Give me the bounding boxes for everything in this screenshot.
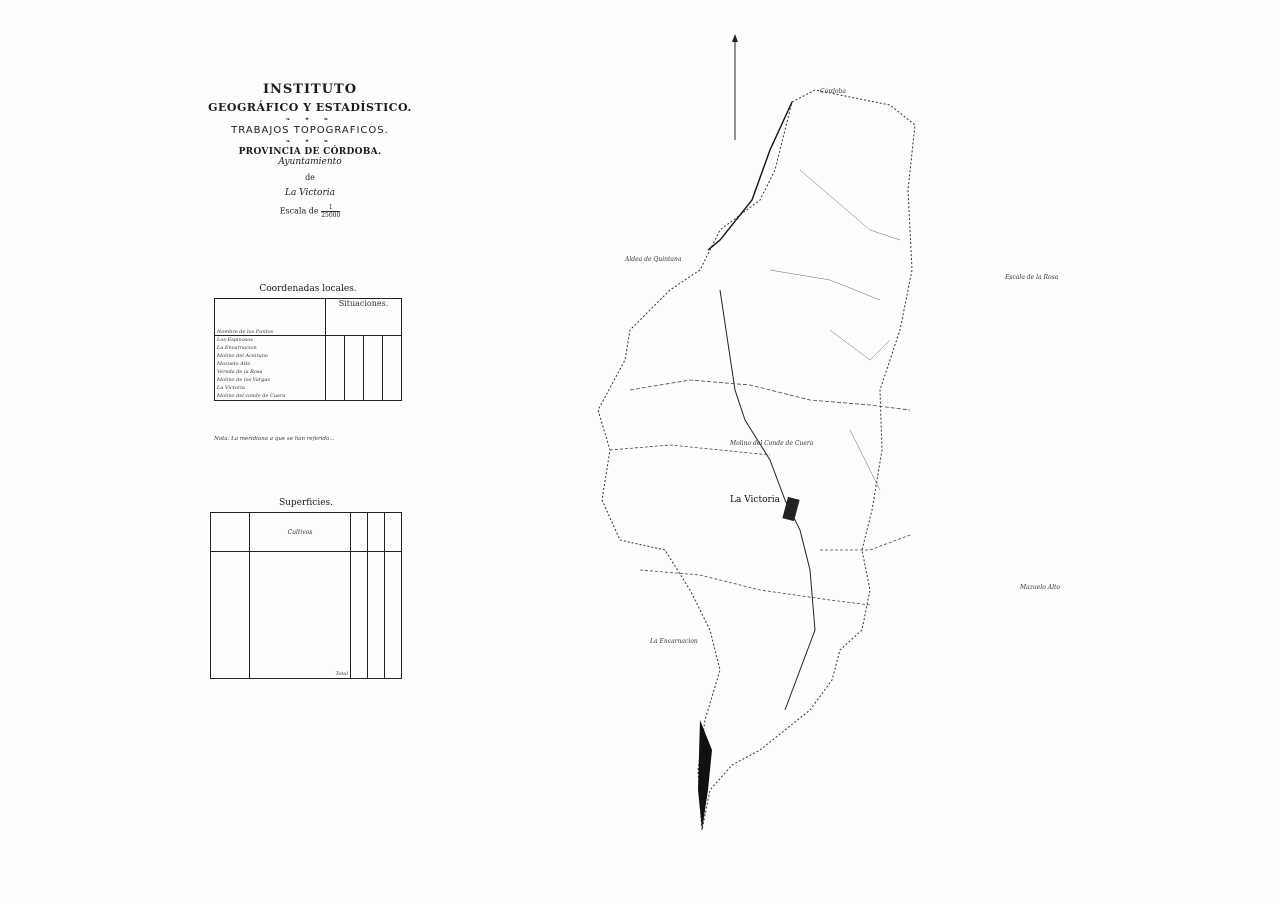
works-title: TRABAJOS TOPOGRAFICOS. (231, 125, 389, 136)
river-margin (698, 720, 712, 830)
map-drawing (570, 30, 1130, 860)
path-east-west (630, 380, 910, 410)
coord-row-name: Mazuelo Alto (217, 361, 251, 367)
parcel-line (770, 270, 880, 300)
town-name: La Victoria (284, 188, 336, 198)
coord-row-name: Molino del Aceituno (217, 353, 268, 359)
scale-text: Escala de (279, 206, 319, 216)
north-arrow-head-icon (732, 34, 738, 42)
superficies-title: Superficies. (278, 498, 334, 508)
scale-label (200, 204, 420, 219)
parcel-line (850, 430, 880, 490)
map-label-aldea: Aldea de Quintana (625, 256, 682, 263)
parcel-line (800, 170, 900, 240)
coord-row-name: Vereda de la Rosa (217, 369, 263, 375)
scale-numerator: 1 (321, 204, 340, 212)
ornament-divider: ❧ ✦ ❧ (285, 116, 335, 123)
coord-row-name: La Encarnacion (217, 345, 257, 351)
map-label-molino: Molino del Conde de Cuera (730, 440, 814, 447)
institute-title: INSTITUTO (262, 82, 358, 97)
road-north (708, 102, 792, 250)
coord-row-name: Los Espinosos (217, 337, 253, 343)
path-south (640, 570, 870, 605)
map-label-town: La Victoria (730, 495, 781, 505)
coords-table (214, 298, 402, 401)
scale-denominator: 25000 (321, 212, 341, 219)
province-title: PROVINCIA DE CÓRDOBA. (238, 147, 382, 157)
de-label: de (305, 173, 315, 182)
superficies-total-label: Total (335, 670, 348, 677)
ornament-divider: ❧ ✦ ❧ (285, 138, 335, 145)
coords-title: Coordenadas locales. (259, 284, 357, 294)
municipal-map (570, 30, 1130, 860)
coord-row-name: La Victoria (217, 385, 245, 391)
municipal-boundary (598, 90, 915, 830)
coord-row-name: Molino de los Vargas (217, 377, 270, 383)
coords-col-points: Nombre de los Puntos (215, 299, 326, 336)
map-label-escala: Escala de la Rosa (1005, 274, 1059, 281)
map-label-mazuelo: Mazuelo Alto (1020, 584, 1061, 591)
superficies-col-cultivos: Cultivos (250, 513, 351, 552)
map-note: Nota. La meridiana a que se han referido... (214, 436, 335, 442)
map-label-encarnacion: La Encarnacion (650, 638, 698, 645)
title-block (200, 82, 420, 219)
parcel-line (830, 330, 890, 360)
map-label-north: Córdoba (820, 88, 846, 95)
superficies-table (210, 512, 402, 679)
coord-row-name: Molino del conde de Cuera (217, 393, 286, 399)
coords-situaciones: Situaciones. (326, 299, 402, 336)
ayuntamiento-label: Ayuntamiento (278, 157, 342, 167)
institute-subtitle: GEOGRÁFICO Y ESTADÍSTICO. (208, 101, 412, 114)
